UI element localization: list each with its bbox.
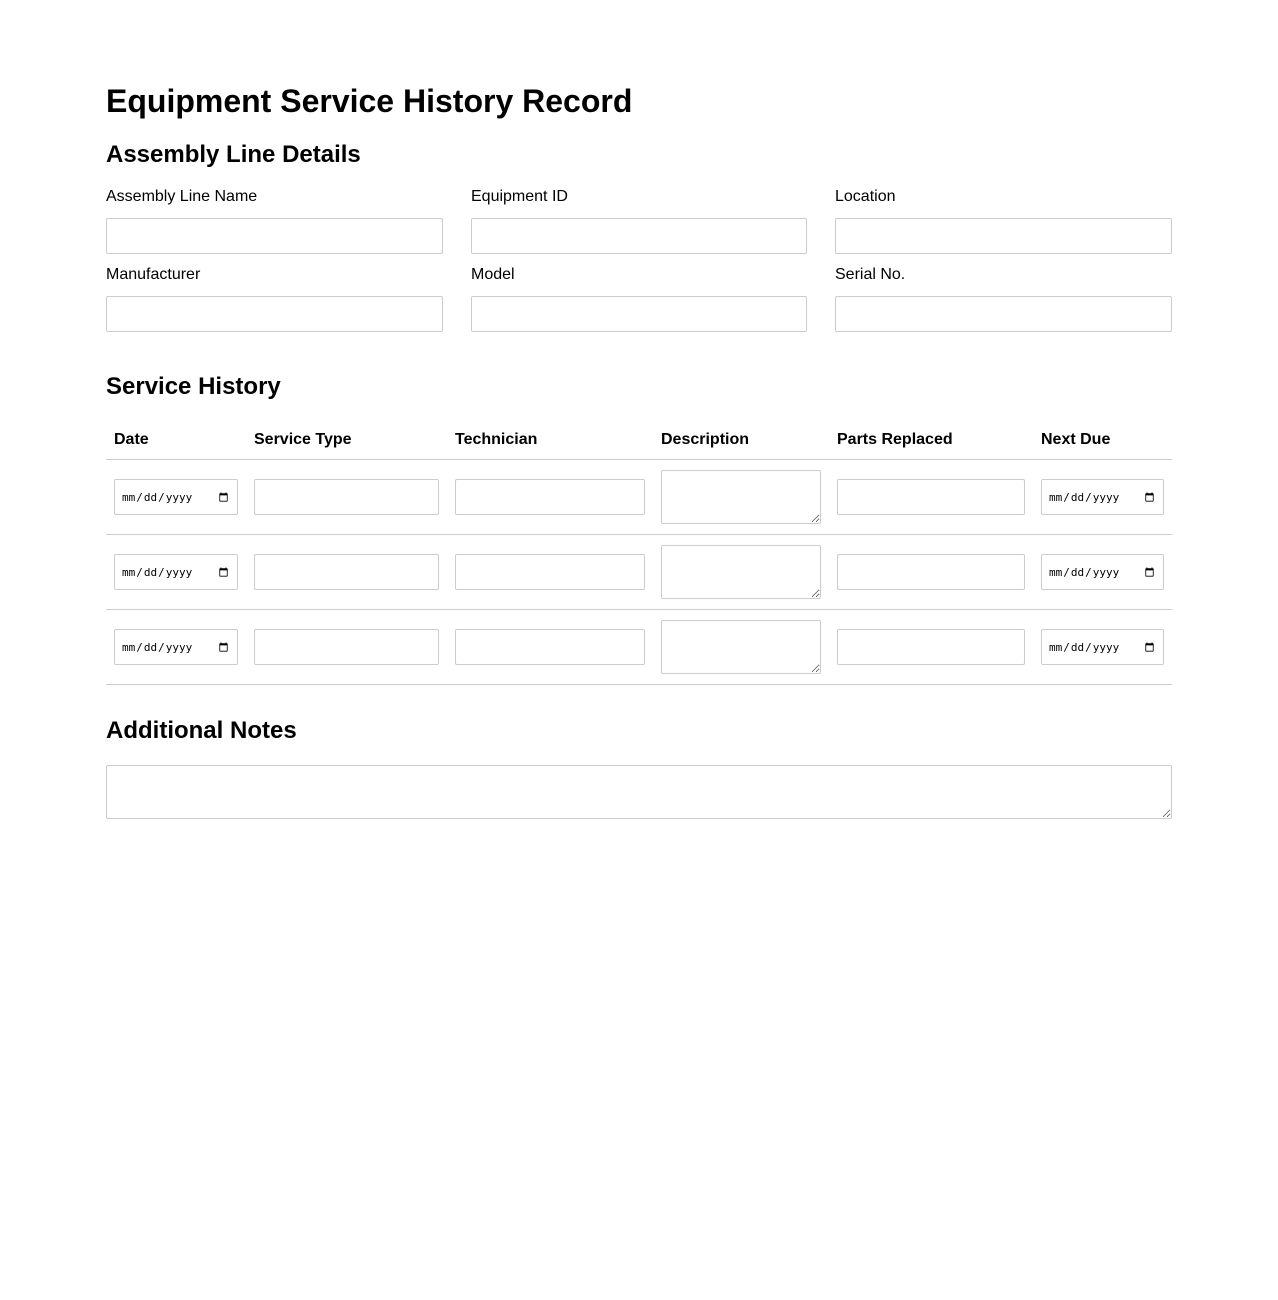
service-type-input[interactable]: [254, 629, 439, 665]
column-header-next-due: Next Due: [1033, 420, 1172, 460]
details-row-2: [106, 266, 1172, 332]
description-textarea[interactable]: [661, 470, 821, 524]
description-textarea[interactable]: [661, 545, 821, 599]
parts-replaced-input[interactable]: [837, 629, 1025, 665]
column-header-service-type: Service Type: [246, 420, 447, 460]
technician-input[interactable]: [455, 554, 645, 590]
model-input[interactable]: [471, 296, 807, 332]
manufacturer-input[interactable]: [106, 296, 443, 332]
equipment-id-input[interactable]: [471, 218, 807, 254]
column-header-technician: Technician: [447, 420, 653, 460]
next-due-date-input[interactable]: [1041, 629, 1164, 665]
description-textarea[interactable]: [661, 620, 821, 674]
next-due-date-input[interactable]: [1041, 479, 1164, 515]
column-header-date: Date: [106, 420, 246, 460]
field-label: Serial No.: [835, 266, 906, 283]
parts-replaced-input[interactable]: [837, 554, 1025, 590]
column-header-description: Description: [653, 420, 829, 460]
service-date-input[interactable]: [114, 554, 238, 590]
table-row: [106, 610, 1172, 685]
field-label: Manufacturer: [106, 266, 201, 283]
field-label: Location: [835, 188, 896, 205]
section-heading-notes: Additional Notes: [106, 717, 297, 744]
details-row-1: [106, 188, 1172, 254]
section-heading-history: Service History: [106, 373, 281, 400]
table-row: [106, 535, 1172, 610]
technician-input[interactable]: [455, 629, 645, 665]
serial-no-input[interactable]: [835, 296, 1172, 332]
service-type-input[interactable]: [254, 554, 439, 590]
table-row: [106, 460, 1172, 535]
service-history-table: [106, 420, 1172, 685]
assembly-line-name-input[interactable]: [106, 218, 443, 254]
service-date-input[interactable]: [114, 629, 238, 665]
service-type-input[interactable]: [254, 479, 439, 515]
next-due-date-input[interactable]: [1041, 554, 1164, 590]
parts-replaced-input[interactable]: [837, 479, 1025, 515]
field-label: Model: [471, 266, 515, 283]
location-input[interactable]: [835, 218, 1172, 254]
section-heading-details: Assembly Line Details: [106, 141, 361, 168]
field-label: Equipment ID: [471, 188, 568, 205]
additional-notes-textarea[interactable]: [106, 765, 1172, 819]
service-date-input[interactable]: [114, 479, 238, 515]
technician-input[interactable]: [455, 479, 645, 515]
page-title: Equipment Service History Record: [106, 83, 633, 119]
column-header-parts-replaced: Parts Replaced: [829, 420, 1033, 460]
field-label: Assembly Line Name: [106, 188, 258, 205]
